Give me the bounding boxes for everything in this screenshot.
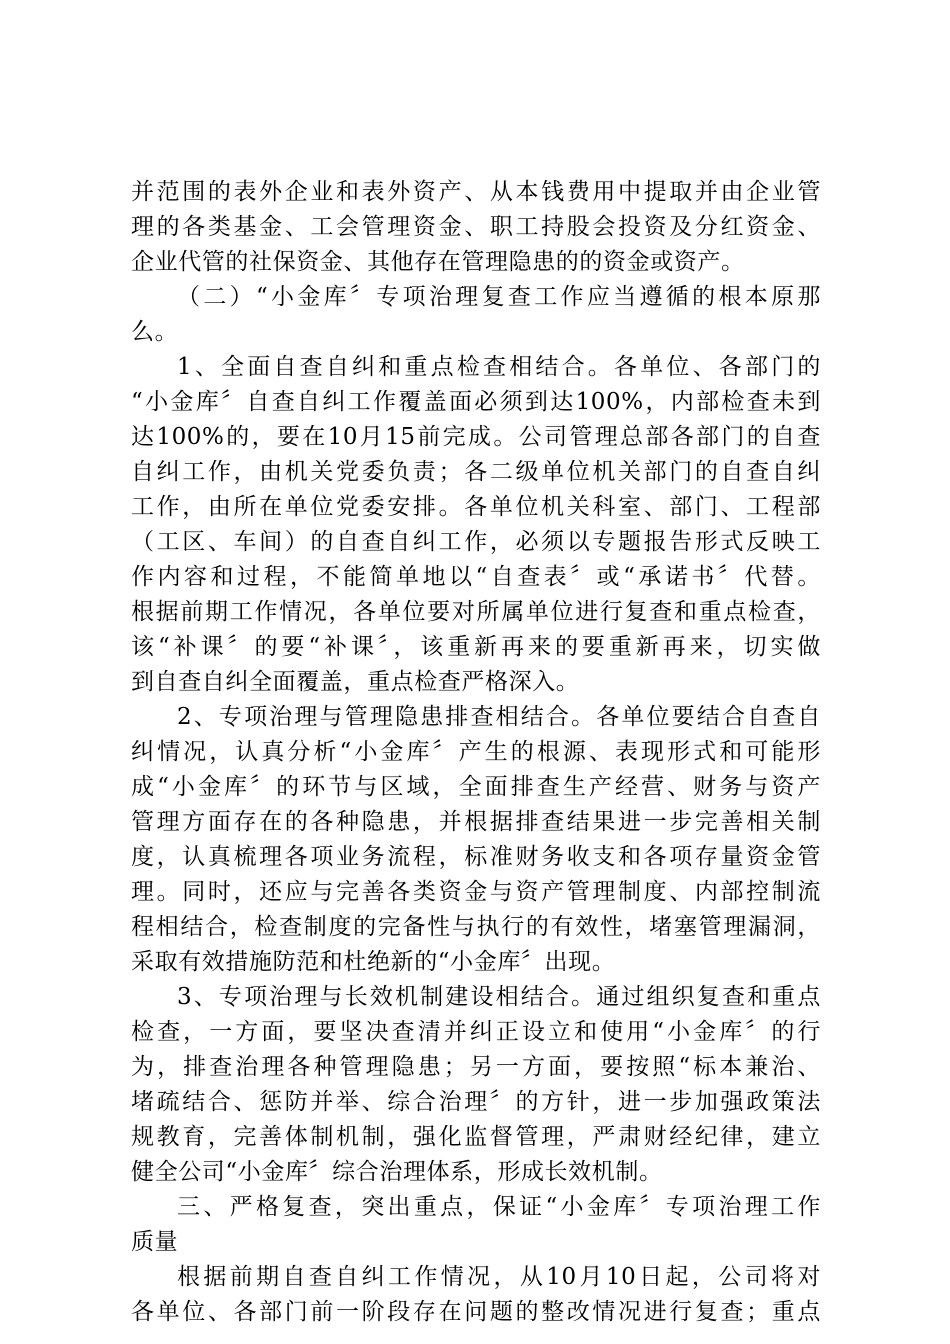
text-line: 到自查自纠全面覆盖，重点检查严格深入。 <box>131 669 580 695</box>
paragraph-first-line: 1、全面自查自纠和重点检查相结合。各单位、各部门的 <box>177 354 821 380</box>
text-line: 健全公司“小金库〞综合治理体系，形成长效机制。 <box>131 1159 663 1185</box>
text-line: 企业代管的社保资金、其他存在管理隐患的的资金或资产。 <box>131 249 745 275</box>
text-line: 理。同时，还应与完善各类资金与资产管理制度、内部控制流 <box>131 879 821 905</box>
text-line: 工作，由所在单位党委安排。各单位机关科室、部门、工程部 <box>131 494 821 520</box>
text-line: 程相结合，检查制度的完备性与执行的有效性，堵塞管理漏洞， <box>131 914 821 940</box>
text-line: 理的各类基金、工会管理资金、职工持股会投资及分红资金、 <box>131 214 821 240</box>
text-line: 规教育，完善体制机制，强化监督管理，严肃财经纪律，建立 <box>131 1124 821 1150</box>
text-line: 根据前期工作情况，各单位要对所属单位进行复查和重点检查， <box>131 599 821 625</box>
text-line: 并范围的表外企业和表外资产、从本钱费用中提取并由企业管 <box>131 179 821 205</box>
text-line: 度，认真梳理各项业务流程，标准财务收支和各项存量资金管 <box>131 844 821 870</box>
text-line: 该“补课〞的要“补课〞，该重新再来的要重新再来，切实做 <box>131 634 821 660</box>
text-line: 采取有效措施防范和杜绝新的“小金库〞出现。 <box>131 949 616 975</box>
paragraph-first-line: 2、专项治理与管理隐患排查相结合。各单位要结合自查自 <box>177 704 821 730</box>
text-line: 作内容和过程，不能简单地以“自查表〞或“承诺书〞代替。 <box>131 564 821 590</box>
text-line: 纠情况，认真分析“小金库〞产生的根源、表现形式和可能形 <box>131 739 821 765</box>
text-line: （工区、车间）的自查自纠工作，必须以专题报告形式反映工 <box>131 529 821 555</box>
section-heading-line: （二）“小金库〞专项治理复查工作应当遵循的根本原那 <box>177 284 821 310</box>
text-line: 为，排查治理各种管理隐患；另一方面，要按照“标本兼治、 <box>131 1054 821 1080</box>
text-line: 管理方面存在的各种隐患，并根据排查结果进一步完善相关制 <box>131 809 821 835</box>
text-line: 自纠工作，由机关党委负责；各二级单位机关部门的自查自纠 <box>131 459 821 485</box>
section-heading-line: 质量 <box>131 1229 179 1255</box>
text-line: 成“小金库〞的环节与区域，全面排查生产经营、财务与资产 <box>131 774 821 800</box>
text-line: 堵疏结合、惩防并举、综合治理〞的方针，进一步加强政策法 <box>131 1089 821 1115</box>
text-line: 达100%的，要在10月15前完成。公司管理总部各部门的自查 <box>131 424 821 450</box>
paragraph-first-line: 根据前期自查自纠工作情况，从10月10日起，公司将对 <box>177 1264 821 1290</box>
document-body <box>131 175 821 1330</box>
text-line: “小金库〞自查自纠工作覆盖面必须到达100%，内部检查未到 <box>131 389 821 415</box>
section-heading-line: 么。 <box>131 319 179 345</box>
paragraph-first-line: 3、专项治理与长效机制建设相结合。通过组织复查和重点 <box>177 984 821 1010</box>
text-line: 各单位、各部门前一阶段存在问题的整改情况进行复查；重点 <box>131 1299 821 1325</box>
text-line: 检查，一方面，要坚决查清并纠正设立和使用“小金库〞的行 <box>131 1019 821 1045</box>
section-heading-line: 三、严格复查，突出重点，保证“小金库〞专项治理工作 <box>177 1194 821 1220</box>
